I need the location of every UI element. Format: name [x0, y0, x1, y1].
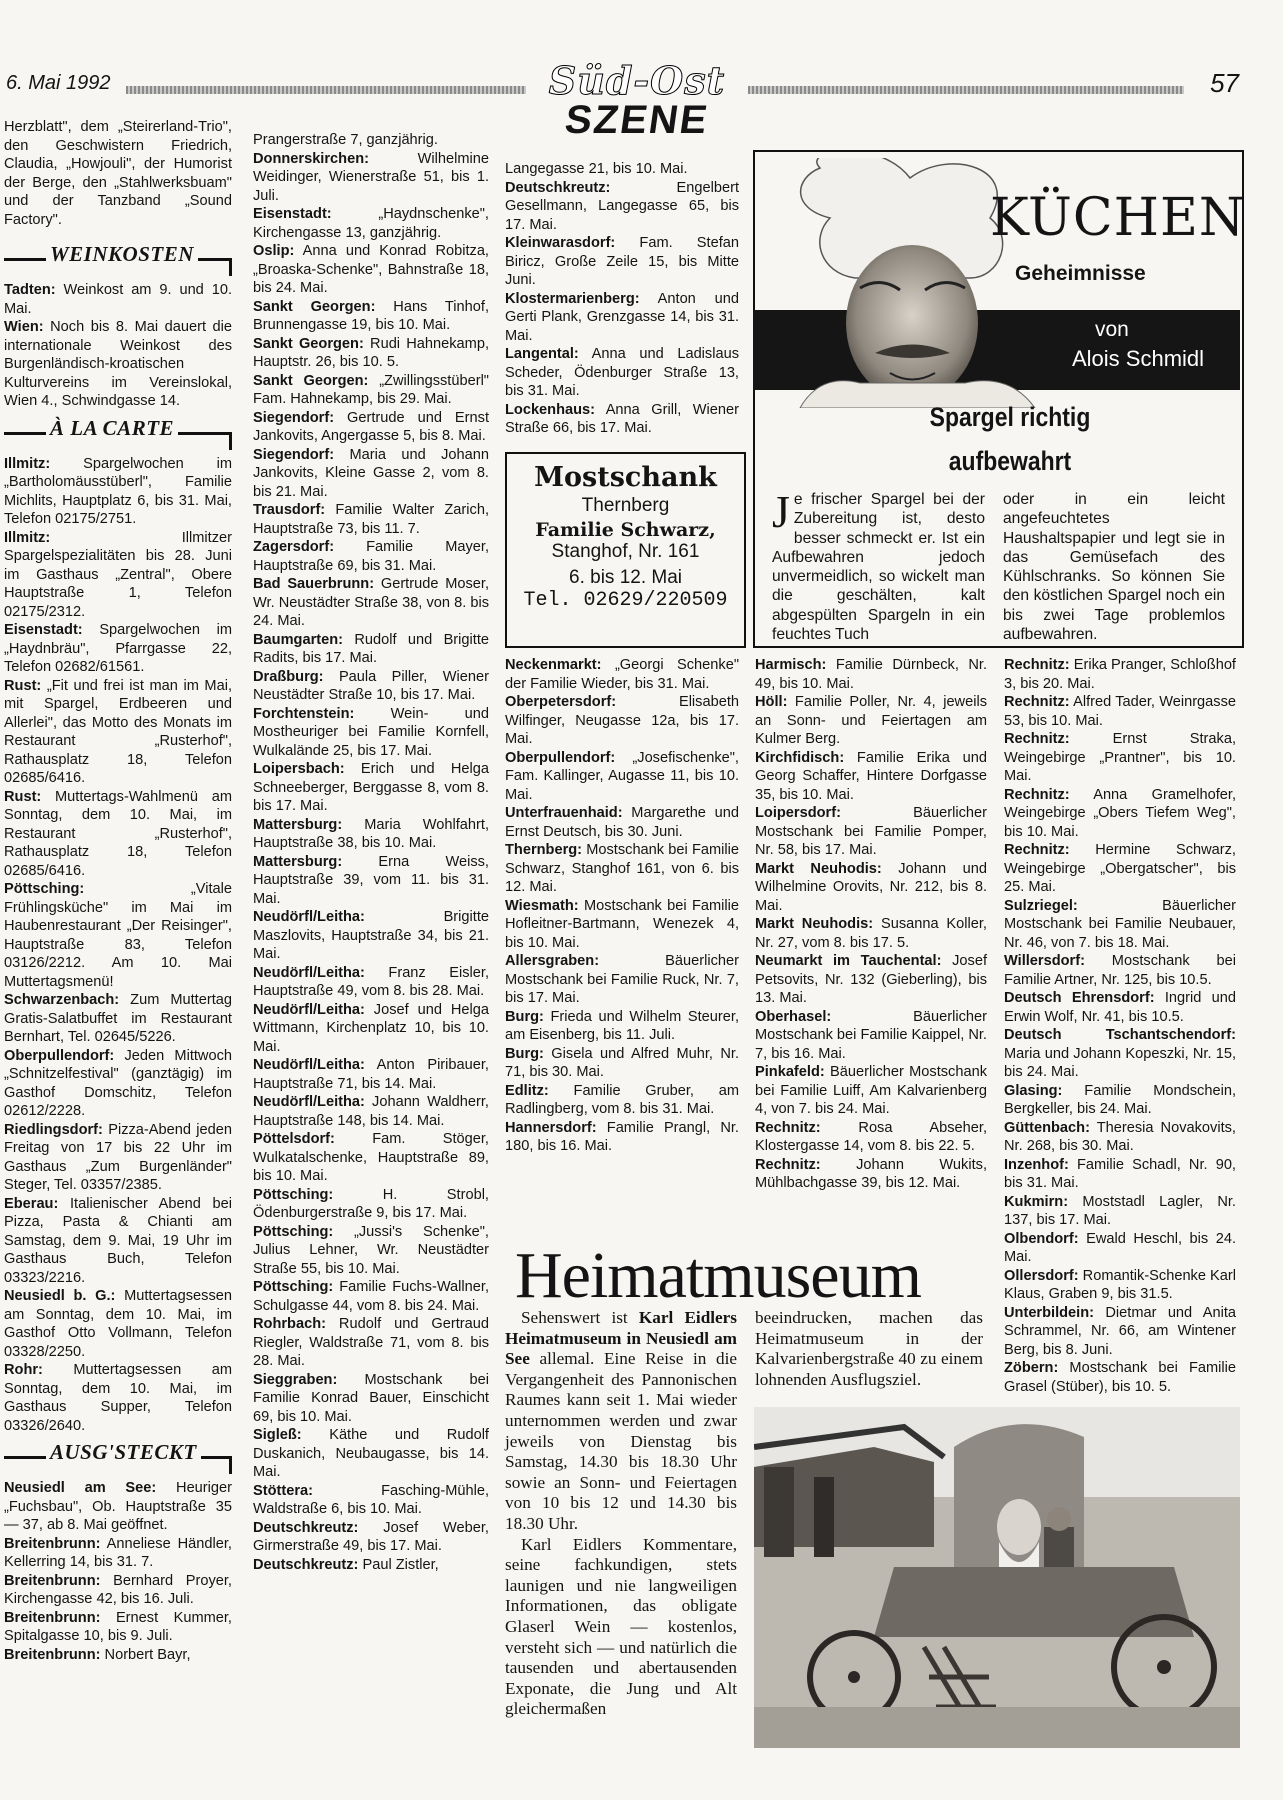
heimat-text-left [505, 1308, 737, 1720]
listing: Markt Neuhodis: Johann und Wilhelmine Orovits, Nr. 212, bis 8. Mai. [755, 860, 988, 914]
listing: Siegendorf: Maria und Johann Jankovits, Kleine Gasse 2, vom 8. bis 21. Mai. [253, 446, 489, 500]
listing: Rust: Muttertags-Wahlmenü am Sonntag, dem 10. Mai, im Restaurant „Rusterhof", Rathausplatz 18, Telefon 02685/6416. [4, 788, 232, 879]
ad-phone: Tel. 02629/220509 [523, 589, 728, 612]
listing: Klostermarienberg: Anton und Gerti Plank, Grenzgasse 14, bis 31. Mai. [505, 290, 739, 344]
section-title: À LA CARTE [46, 419, 178, 438]
listing: Illmitz: Spargelwochen im „Bartholomäusstüberl", Familie Michlits, Hauptplatz 6, bis 31. Mai, Telefon 02175/2751. [4, 455, 232, 527]
listing: Langegasse 21, bis 10. Mai. [505, 161, 688, 177]
ad-family: Familie Schwarz, [535, 519, 716, 541]
listing: Neudörfl/Leitha: Anton Piribauer, Hauptstraße 71, bis 14. Mai. [253, 1057, 489, 1092]
header-rule-left [126, 86, 526, 94]
listing: Oslip: Anna und Konrad Robitza, „Broaska-Schenke", Bahnstraße 18, bis 24. Mai. [253, 243, 489, 296]
heimat-paragraph-3: beeindrucken, machen das Heimatmuseum in der Kalvarienbergstraße 40 zu einem lohnenden Ausflugsziel. [755, 1308, 983, 1389]
article-headline-line2: aufbewahrt [948, 446, 1072, 476]
listing: Siegendorf: Gertrude und Ernst Jankovits, Angergasse 5, bis 8. Mai. [253, 409, 489, 444]
listing: Rechnitz: Rosa Abseher, Klostergasse 14, vom 8. bis 22. 5. [755, 1119, 987, 1154]
listing: Kleinwarasdorf: Fam. Stefan Biricz, Große Zeile 15, bis Mitte Juni. [505, 235, 739, 288]
column-3-top [505, 160, 739, 438]
author-von: von [1095, 318, 1129, 341]
listing: Edlitz: Familie Gruber, am Radlingberg, vom 8. bis 31. Mai. [505, 1082, 739, 1117]
listing: Illmitz: Illmitzer Spargelspezialitäten bis 28. Juni im Gasthaus „Zentral", Obere Hauptstraße 1, Telefon 02175/2312. [4, 529, 232, 620]
logo-line1: Süd-Ost [548, 58, 726, 103]
listing: Breitenbrunn: Bernhard Proyer, Kirchengasse 42, bis 16. Juli. [4, 1572, 232, 1607]
listing: Rechnitz: Hermine Schwarz, Weingebirge „Obergatscher", bis 25. Mai. [1004, 842, 1236, 895]
listing: Deutsch Tschantschendorf: Maria und Johann Kopeszki, Nr. 15, bis 24. Mai. [1004, 1027, 1236, 1080]
listing: Neudörfl/Leitha: Franz Eisler, Hauptstraße 49, vom 8. bis 28. Mai. [253, 964, 489, 999]
section-title: WEINKOSTEN [46, 245, 198, 264]
listing: Rohrbach: Rudolf und Gertraud Riegler, Waldstraße 71, vom 8. bis 28. Mai. [253, 1316, 489, 1369]
kuechen-text-left-body: e frischer Spargel bei der Zubereitung ist, desto besser schmeckt er. Ist ein Aufbewahren jedoch unvermeidlich, so wickelt man die geschälten, kalt abgespülten Spargeln in ein feuchtes Tuch [772, 491, 985, 644]
listing: Pöttsching: „Jussi's Schenke", Julius Lehner, Wr. Neustädter Straße 55, bis 10. Mai. [253, 1223, 489, 1277]
listing: Pöttelsdorf: Fam. Stöger, Wulkatalschenke, Hauptstraße 89, bis 10. Mai. [253, 1131, 489, 1184]
listing: Donnerskirchen: Wilhelmine Weidinger, Wienerstraße 51, bis 1. Juli. [253, 150, 489, 204]
listing: Neudörfl/Leitha: Johann Waldherr, Hauptstraße 148, bis 14. Mai. [253, 1094, 489, 1129]
kuechen-subtitle: Geheimnisse [1015, 262, 1146, 285]
listing: Olbendorf: Ewald Heschl, bis 24. Mai. [1004, 1230, 1236, 1265]
listing: Neudörfl/Leitha: Josef und Helga Wittmann, Kirchenplatz 10, bis 10. Mai. [253, 1001, 489, 1055]
listing: Sigleß: Käthe und Rudolf Duskanich, Neubaugasse, bis 14. Mai. [253, 1427, 489, 1480]
listing: Rohr: Muttertagsessen am Sonntag, dem 10. Mai, im Gasthaus Supper, Telefon 03326/2640. [4, 1362, 232, 1434]
heimat-text-right [755, 1308, 983, 1390]
listing: Harmisch: Familie Dürnbeck, Nr. 49, bis 10. Mai. [755, 657, 987, 692]
listing: Rechnitz: Alfred Tader, Weinrgasse 53, bis 10. Mai. [1004, 694, 1236, 729]
kuechen-text-left [772, 486, 985, 644]
listing: Neusiedl b. G.: Muttertagsessen am Sonntag, dem 10. Mai, im Gasthof Otto Vollmann, Telefon 03328/2250. [4, 1288, 232, 1360]
listing: Pöttsching: H. Strobl, Ödenburgerstraße 9, bis 17. Mai. [253, 1186, 489, 1221]
listing: Rust: „Fit und frei ist man im Mai, mit Spargel, Erdbeeren und Allerlei", das Motto des Monats im Restaurant „Rusterhof", Rathausplatz 18, Telefon 02685/6416. [4, 677, 232, 786]
article-headline-line1: Spargel richtig [929, 402, 1091, 432]
kuechen-text-right-body: oder in ein leicht angefeuchtetes Haushaltspapier und legt sie in das Gemüsefach des Kühlschranks. So können Sie den köstlichen Spargel noch ein bis zwei Tage problemlos aufbewahren. [1003, 491, 1225, 644]
listing: Pöttsching: „Vitale Frühlingsküche" im Mai im Haubenrestaurant „Der Reisinger", Hauptstraße 83, Telefon 03126/2212. Am 10. Mai Muttertagsmenü! [4, 881, 232, 990]
listing: Ollersdorf: Romantik-Schenke Karl Klaus, Graben 9, bis 31.5. [1004, 1267, 1236, 1302]
listing: Deutschkreutz: Josef Weber, Girmerstraße 49, bis 17. Mai. [253, 1519, 489, 1554]
listing: Burg: Frieda und Wilhelm Steurer, am Eisenberg, bis 11. Juli. [505, 1008, 739, 1043]
listing: Oberhasel: Bäuerlicher Mostschank bei Familie Kaippel, Nr. 7, bis 16. Mai. [755, 1008, 987, 1062]
listing: Kukmirn: Moststadl Lagler, Nr. 137, bis 17. Mai. [1004, 1193, 1236, 1228]
listing: Loipersbach: Erich und Helga Schneeberger, Berggasse 8, vom 8. bis 17. Mai. [253, 761, 489, 814]
listing: Thernberg: Mostschank bei Familie Schwarz, Stanghof 161, von 6. bis 12. Mai. [505, 842, 739, 895]
ad-title: Mostschank [534, 462, 717, 493]
listing: Eberau: Italienischer Abend bei Pizza, Pasta & Chianti am Samstag, dem 9. Mai, 19 Uhr im Gasthaus Buch, Telefon 03323/2216. [4, 1195, 232, 1286]
listing: Bad Sauerbrunn: Gertrude Moser, Wr. Neustädter Straße 38, von 8. bis 24. Mai. [253, 576, 489, 629]
kuechen-title: KÜCHEN [990, 188, 1246, 248]
listing: Breitenbrunn: Anneliese Händler, Kellerring 14, bis 31. 7. [4, 1535, 232, 1570]
listing: Draßburg: Paula Piller, Wiener Neustädter Straße 10, bis 17. Mai. [253, 668, 489, 703]
listing: Sankt Georgen: „Zwillingsstüberl" Fam. Hahnekamp, bis 29. Mai. [253, 372, 489, 407]
section-title: AUSG'STECKT [46, 1443, 201, 1462]
listing: Eisenstadt: Spargelwochen im „Haydnbräu", Pfarrgasse 22, Telefon 02682/61561. [4, 622, 232, 675]
listing: Eisenstadt: „Haydnschenke", Kirchengasse 13, ganzjährig. [253, 206, 489, 241]
listing: Allersgraben: Bäuerlicher Mostschank bei Familie Ruck, Nr. 7, bis 17. Mai. [505, 953, 739, 1006]
intro-text: Herzblatt", dem „Steirerland-Trio", den Geschwistern Friedrich, Claudia, „Howjouli", der Humorist der Berge, den „Stahlwerksbuam" und der Tanzband „Sound Factory". [4, 119, 232, 228]
listing: Pinkafeld: Bäuerlicher Mostschank bei Familie Luiff, Am Kalvarienberg 4, von 7. bis 24. Mai. [755, 1064, 987, 1117]
listing: Oberpullendorf: „Josefischenke", Fam. Kallinger, Augasse 11, bis 10. Mai. [505, 749, 739, 803]
listing: Glasing: Familie Mondschein, Bergkeller, bis 24. Mai. [1004, 1082, 1236, 1117]
listing: Baumgarten: Rudolf und Brigitte Radits, bis 17. Mai. [253, 631, 489, 666]
listing: Prangerstraße 7, ganzjährig. [253, 132, 438, 148]
listing: Neckenmarkt: „Georgi Schenke" der Familie Wieder, bis 31. Mai. [505, 657, 739, 692]
listing: Zöbern: Mostschank bei Familie Grasel (Stüber), bis 10. 5. [1004, 1360, 1236, 1395]
listing: Loipersdorf: Bäuerlicher Mostschank bei Familie Pomper, Nr. 58, bis 17. Mai. [755, 805, 987, 858]
listing: Willersdorf: Mostschank bei Familie Artner, Nr. 125, bis 10.5. [1004, 953, 1236, 988]
column-5 [1004, 656, 1236, 1396]
page-number: 57 [1210, 68, 1239, 98]
listing: Trausdorf: Familie Walter Zarich, Hauptstraße 73, bis 11. 7. [253, 502, 489, 537]
section-logo [528, 58, 746, 158]
listing: Mattersburg: Erna Weiss, Hauptstraße 39, vom 11. bis 31. Mai. [253, 853, 489, 907]
listing: Neudörfl/Leitha: Brigitte Maszlovits, Hauptstraße 34, bis 21. Mai. [253, 909, 489, 962]
listing: Oberpetersdorf: Elisabeth Wilfinger, Neugasse 12a, bis 17. Mai. [505, 694, 739, 747]
listing: Rechnitz: Ernst Straka, Weingebirge „Prantner", bis 10. Mai. [1004, 731, 1236, 784]
heimatmuseum-headline: Heimatmuseum [515, 1239, 921, 1312]
listing: Neusiedl am See: Heuriger „Fuchsbau", Ob. Hauptstraße 35 — 37, ab 8. Mai geöffnet. [4, 1480, 232, 1533]
mostschank-ad [505, 452, 746, 648]
drop-cap: J [772, 486, 790, 537]
listing: Kirchfidisch: Familie Erika und Georg Schaffer, Hintere Dorfgasse 35, bis 10. Mai. [755, 749, 987, 803]
listing: Wien: Noch bis 8. Mai dauert die internationale Weinkost des Burgenländisch-kroatischen Kulturvereins im Vereinslokal, Wien 4., Schwindgasse 14. [4, 319, 232, 409]
listing: Oberpullendorf: Jeden Mittwoch „Schnitzelfestival" (ganztägig) im Gasthof Domschitz, Telefon 02612/2228. [4, 1047, 232, 1119]
column-2 [253, 131, 489, 1574]
header-rule-right [748, 86, 1184, 94]
listing: Langental: Anna und Ladislaus Scheder, Ödenburger Straße 13, bis 31. Mai. [505, 346, 739, 399]
logo-line2: SZENE [562, 98, 712, 142]
listing: Unterbildein: Dietmar und Anita Schrammel, Nr. 66, am Wintener Berg, bis 8. Juni. [1004, 1304, 1236, 1358]
kuechen-text-right [1003, 490, 1225, 644]
listing: Forchtenstein: Wein- und Mostheuriger bei Familie Kornfell, Wulkalände 25, bis 17. Mai. [253, 705, 489, 759]
column-1 [4, 118, 232, 1664]
listing: Sankt Georgen: Hans Tinhof, Brunnengasse 19, bis 10. Mai. [253, 298, 489, 333]
listing: Wiesmath: Mostschank bei Familie Hofleitner-Bartmann, Wenezek 4, bis 10. Mai. [505, 897, 739, 951]
listing: Höll: Familie Poller, Nr. 4, jeweils an Sonn- und Feiertagen am Kulmer Berg. [755, 694, 987, 747]
listing: Deutschkreutz: Engelbert Gesellmann, Langegasse 65, bis 17. Mai. [505, 179, 739, 233]
listing: Rechnitz: Anna Gramelhofer, Weingebirge „Obers Tiefem Weg", bis 10. Mai. [1004, 786, 1236, 840]
listing: Sankt Georgen: Rudi Hahnekamp, Hauptstr. 26, bis 10. 5. [253, 335, 489, 370]
section-header-alacarte [4, 415, 232, 447]
museum-photo-image [754, 1407, 1240, 1748]
ad-dates: 6. bis 12. Mai [569, 567, 682, 588]
listing: Stöttera: Fasching-Mühle, Waldstraße 6, bis 10. Mai. [253, 1482, 489, 1517]
listing: Markt Neuhodis: Susanna Koller, Nr. 27, vom 8. bis 17. 5. [755, 916, 987, 951]
listing: Riedlingsdorf: Pizza-Abend jeden Freitag von 17 bis 22 Uhr im Gasthaus „Zum Burgenländer" Steger, Tel. 03357/2385. [4, 1121, 232, 1193]
listing: Inzenhof: Familie Schadl, Nr. 90, bis 31. Mai. [1004, 1156, 1236, 1191]
heimat-paragraph-2: Karl Eidlers Kommentare, seine fachkundigen, stets launigen und nie langweiligen Informationen, das obligate Glaserl Wein — kostenlos, versteht sich — und natürlich die tausenden und abertausenden Exponate, die Jung und Alt gleichermaßen [505, 1534, 737, 1719]
listing: Hannersdorf: Familie Prangl, Nr. 180, bis 16. Mai. [505, 1119, 739, 1154]
listing: Sulzriegel: Bäuerlicher Mostschank bei Familie Neubauer, Nr. 46, von 7. bis 18. Mai. [1004, 897, 1236, 951]
ad-address: Stanghof, Nr. 161 [551, 541, 700, 562]
author-name: Alois Schmidl [1072, 346, 1205, 371]
listing: Mattersburg: Maria Wohlfahrt, Hauptstraße 38, bis 10. Mai. [253, 816, 489, 851]
heimat-paragraph-1: Sehenswert ist Karl Eidlers Heimatmuseum in Neusiedl am See allemal. Eine Reise in die Vergangenheit des Pannonischen Raumes kann seit 1. Mai wieder unternommen werden und zwar jeweils von Dienstag bis Samstag, 14.30 bis 18.30 Uhr sowie an Sonn- und Feiertagen von 10 bis 12 und 14.30 bis 18.30 Uhr. [505, 1308, 737, 1533]
listing: Deutsch Ehrensdorf: Ingrid und Erwin Wolf, Nr. 41, bis 10.5. [1004, 990, 1237, 1025]
listing: Schwarzenbach: Zum Muttertag Gratis-Salatbuffet im Restaurant Bernhart, Tel. 02645/5226. [4, 992, 232, 1045]
listing: Rechnitz: Johann Wukits, Mühlbachgasse 39, bis 12. Mai. [755, 1156, 987, 1191]
listing: Tadten: Weinkost am 9. und 10. Mai. [4, 282, 232, 317]
section-header-ausgsteckt [4, 1440, 232, 1471]
ad-place: Thernberg [581, 495, 670, 516]
listing: Burg: Gisela und Alfred Muhr, Nr. 71, bis 30. Mai. [505, 1045, 739, 1080]
column-4 [755, 656, 987, 1193]
listing: Unterfrauenhaid: Margarethe und Ernst Deutsch, bis 30. Juni. [505, 805, 739, 840]
listing: Deutschkreutz: Paul Zistler, [253, 1556, 439, 1573]
listing: Sieggraben: Mostschank bei Familie Konrad Bauer, Einschicht 69, bis 10. Mai. [253, 1371, 489, 1425]
listing: Rechnitz: Erika Pranger, Schloßhof 3, bis 20. Mai. [1004, 657, 1236, 692]
section-header-weinkosten [4, 242, 232, 273]
listing: Lockenhaus: Anna Grill, Wiener Straße 66, bis 17. Mai. [505, 401, 739, 436]
listing: Breitenbrunn: Ernest Kummer, Spitalgasse 10, bis 9. Juli. [4, 1609, 232, 1644]
issue-date: 6. Mai 1992 [6, 72, 111, 94]
listing: Neumarkt im Tauchental: Josef Petsovits, Nr. 132 (Gieberling), bis 13. Mai. [755, 953, 987, 1006]
column-3-bottom [505, 656, 739, 1156]
listing: Breitenbrunn: Norbert Bayr, [4, 1646, 191, 1663]
listing: Pöttsching: Familie Fuchs-Wallner, Schulgasse 44, vom 8. bis 24. Mai. [253, 1279, 489, 1314]
listing: Güttenbach: Theresia Novakovits, Nr. 268, bis 30. Mai. [1004, 1119, 1236, 1154]
listing: Zagersdorf: Familie Mayer, Hauptstraße 69, bis 31. Mai. [253, 539, 489, 574]
